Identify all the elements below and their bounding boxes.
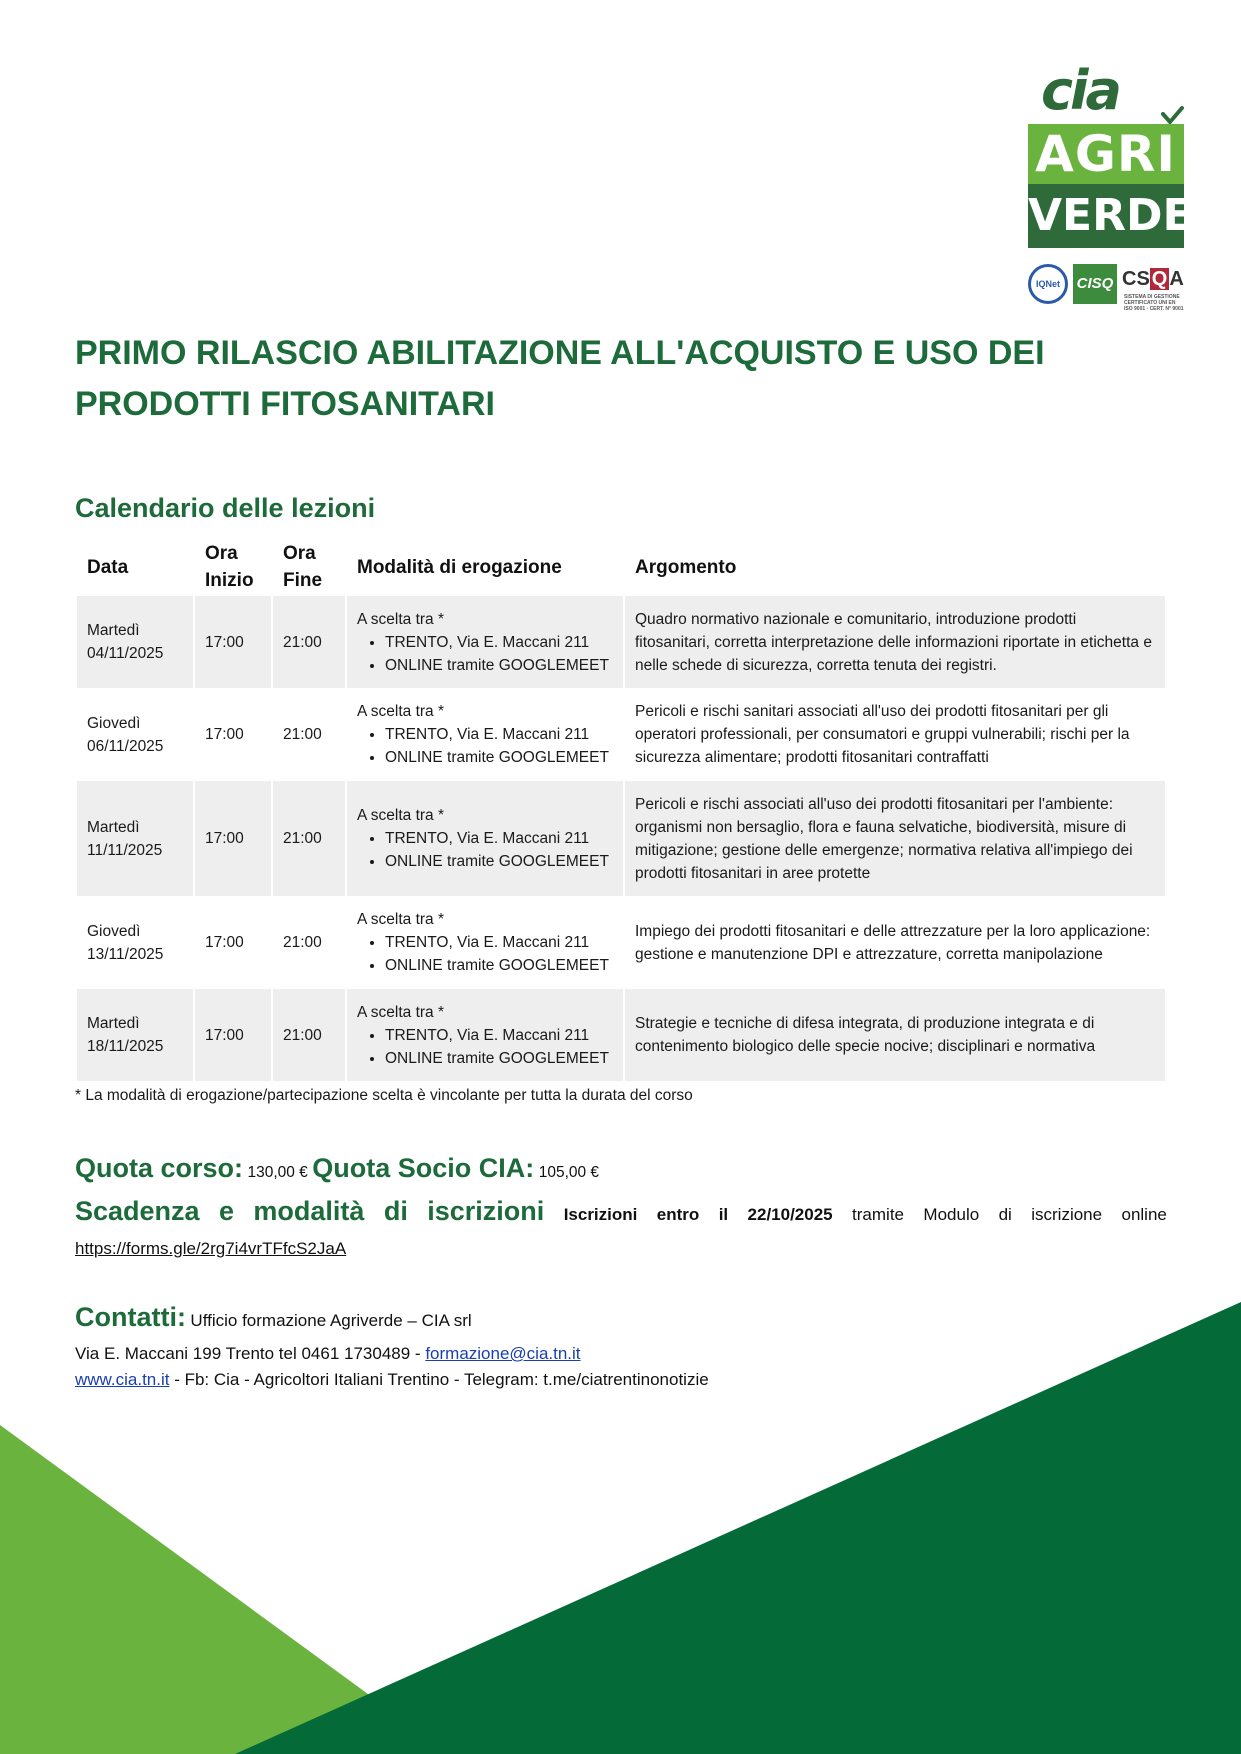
contacts-address-row	[75, 1341, 975, 1367]
csqa-small-text: SISTEMA DI GESTIONE CERTIFICATO UNI EN ISO 9001 · CERT. N° 9001	[1124, 294, 1184, 312]
cell-date	[77, 989, 193, 1081]
contacts-email-link[interactable]: formazione@cia.tn.it	[425, 1344, 581, 1363]
mode-head: A scelta tra *	[357, 703, 445, 720]
cell-date	[77, 896, 193, 989]
method-word: Modulo	[923, 1205, 980, 1224]
iqnet-badge: IQNet	[1028, 264, 1068, 304]
contacts-heading-row	[75, 1298, 975, 1341]
mode-options	[357, 723, 613, 769]
table-row	[77, 596, 1165, 688]
cell-topic: Pericoli e rischi sanitari associati all'uso dei prodotti fitosanitari per gli operatori professionali, per consumatori e gruppi vulnerabili; rischi per la sicurezza alimentare; prodotti fitosanitari contraffatti	[635, 703, 1130, 766]
header-end	[273, 538, 345, 596]
cell-mode	[347, 896, 623, 989]
cia-logo-text: cia	[1041, 59, 1119, 122]
verde-logo-text: VERDE	[1028, 184, 1184, 248]
cell-date	[77, 688, 193, 781]
cell-topic: Quadro normativo nazionale e comunitario, introduzione prodotti fitosanitari, corretta interpretazione delle informazioni riportate in etichetta e nelle schede di sicurezza, corretta tenuta dei registri.	[625, 596, 1165, 688]
agriverde-logo	[1026, 59, 1193, 312]
method-word: online	[1121, 1205, 1167, 1224]
header-start-line2: Inizio	[205, 570, 254, 591]
cisq-badge: CISQ	[1073, 264, 1117, 304]
method-word: tramite	[852, 1205, 905, 1224]
deadline-word: Iscrizioni	[563, 1205, 638, 1224]
csqa-badge	[1122, 264, 1184, 312]
cell-start: 17:00	[205, 934, 244, 951]
date-value: 06/11/2025	[87, 737, 164, 755]
mode-options	[357, 931, 613, 977]
registration-line	[75, 1196, 1167, 1236]
mode-options	[357, 827, 613, 873]
registration-word: e	[218, 1196, 234, 1226]
mode-option-online: • ONLINE tramite GOOGLEMEET	[385, 654, 613, 677]
cell-end: 21:00	[283, 934, 322, 951]
registration-word: modalità	[253, 1196, 365, 1226]
deadline-date: 22/10/2025	[747, 1205, 833, 1224]
mode-head: A scelta tra *	[357, 610, 445, 628]
quota-section	[75, 1148, 599, 1193]
mode-options	[357, 1024, 613, 1070]
contacts-office: Ufficio formazione Agriverde – CIA srl	[190, 1311, 472, 1330]
mode-option-trento: • TRENTO, Via E. Maccani 211	[385, 931, 613, 954]
cell-topic: Strategie e tecniche di difesa integrata, di produzione integrata e di contenimento biologico delle specie nocive; disciplinari e normativa	[625, 989, 1165, 1081]
cell-start: 17:00	[195, 596, 271, 688]
header-start-line1: Ora	[205, 543, 238, 564]
header-start	[195, 538, 271, 596]
page-title: PRIMO RILASCIO ABILITAZIONE ALL'ACQUISTO E USO DEI PRODOTTI FITOSANITARI	[75, 334, 1045, 423]
table-row	[77, 781, 1165, 896]
header-date: Data	[87, 556, 129, 578]
table-row	[77, 989, 1165, 1081]
quota-socio-value: 105,00 €	[538, 1164, 600, 1181]
day-name: Martedì	[87, 1015, 140, 1032]
day-name: Martedì	[87, 622, 140, 639]
deadline-word: entro	[656, 1205, 700, 1224]
contacts-social: - Fb: Cia - Agricoltori Italiani Trentino - Telegram: t.me/ciatrentinonotizie	[169, 1370, 709, 1389]
table-row	[77, 896, 1165, 989]
header-mode: Modalità di erogazione	[357, 556, 562, 578]
contacts-web-row	[75, 1367, 975, 1393]
date-value: 18/11/2025	[87, 1038, 164, 1055]
registration-word: iscrizioni	[427, 1196, 545, 1226]
cell-topic: Impiego dei prodotti fitosanitari e delle attrezzature per la loro applicazione: gestione e manutenzione DPI e attrezzature, corretta manipolazione	[635, 922, 1151, 963]
cell-start: 17:00	[195, 781, 271, 896]
deadline-word: il	[718, 1205, 729, 1224]
footnote: * La modalità di erogazione/partecipazione scelta è vincolante per tutta la durata del corso	[75, 1087, 693, 1104]
certification-badges	[1028, 262, 1186, 312]
contacts-address: Via E. Maccani 199 Trento tel 0461 1730489 -	[75, 1344, 426, 1363]
cell-start: 17:00	[195, 989, 271, 1081]
agri-logo-text: AGRI	[1028, 124, 1184, 184]
contacts-label: Contatti:	[75, 1302, 186, 1332]
mode-head: A scelta tra *	[357, 911, 445, 928]
quota-label: Quota corso:	[75, 1153, 244, 1183]
cell-start: 17:00	[205, 726, 244, 743]
csqa-q: Q	[1151, 268, 1168, 290]
quota-socio-label: Quota Socio CIA:	[312, 1153, 535, 1183]
registration-word: di	[383, 1196, 408, 1226]
csqa-a: A	[1169, 268, 1184, 290]
cell-date	[77, 596, 193, 688]
mode-option-trento: • TRENTO, Via E. Maccani 211	[385, 631, 613, 654]
method-word: iscrizione	[1031, 1205, 1103, 1224]
mode-option-trento: • TRENTO, Via E. Maccani 211	[385, 827, 613, 850]
day-name: Giovedì	[87, 922, 141, 940]
cell-topic: Pericoli e rischi associati all'uso dei prodotti fitosanitari per l'ambiente: organismi non bersaglio, flora e fauna selvatiche, biodiversità, misure di mitigazione; gestione delle emergenze; normativa relativa all'impiego dei prodotti fitosanitari in aree protette	[625, 781, 1165, 896]
cell-end: 21:00	[283, 726, 322, 743]
day-name: Martedì	[87, 818, 140, 836]
lesson-schedule-table	[75, 538, 1167, 1081]
registration-word: Scadenza	[75, 1196, 200, 1226]
calendar-title: Calendario delle lezioni	[75, 493, 376, 523]
cell-mode	[347, 781, 623, 896]
date-value: 11/11/2025	[87, 841, 163, 859]
header-end-line2: Fine	[283, 570, 323, 591]
header-topic: Argomento	[635, 556, 737, 578]
header-end-line1: Ora	[283, 543, 316, 564]
mode-option-online: • ONLINE tramite GOOGLEMEET	[385, 1047, 613, 1070]
cell-date	[77, 781, 193, 896]
cell-end: 21:00	[273, 781, 345, 896]
mode-option-online: • ONLINE tramite GOOGLEMEET	[385, 954, 613, 977]
registration-form-link[interactable]: https://forms.gle/2rg7i4vrTFfcS2JaA	[75, 1239, 347, 1258]
cell-mode	[347, 989, 623, 1081]
contacts-section	[75, 1298, 975, 1393]
date-value: 13/11/2025	[87, 945, 164, 963]
mode-option-trento: • TRENTO, Via E. Maccani 211	[385, 723, 613, 746]
registration-section	[75, 1196, 1167, 1262]
mode-head: A scelta tra *	[357, 807, 445, 824]
table-header-row	[77, 538, 1165, 596]
cell-mode	[347, 688, 623, 781]
mode-option-online: • ONLINE tramite GOOGLEMEET	[385, 850, 613, 873]
mode-option-online: • ONLINE tramite GOOGLEMEET	[385, 746, 613, 769]
cell-end: 21:00	[273, 989, 345, 1081]
day-name: Giovedì	[87, 714, 141, 732]
mode-options	[357, 631, 613, 677]
cell-end: 21:00	[273, 596, 345, 688]
mode-option-trento: • TRENTO, Via E. Maccani 211	[385, 1024, 613, 1047]
table-row	[77, 688, 1165, 781]
cell-mode	[347, 596, 623, 688]
contacts-website-link[interactable]: www.cia.tn.it	[75, 1370, 170, 1389]
mode-head: A scelta tra *	[357, 1003, 445, 1021]
date-value: 04/11/2025	[87, 645, 164, 662]
csqa-cs: CS	[1122, 268, 1150, 290]
quota-value: 130,00 €	[247, 1164, 308, 1181]
method-word: di	[998, 1205, 1012, 1224]
